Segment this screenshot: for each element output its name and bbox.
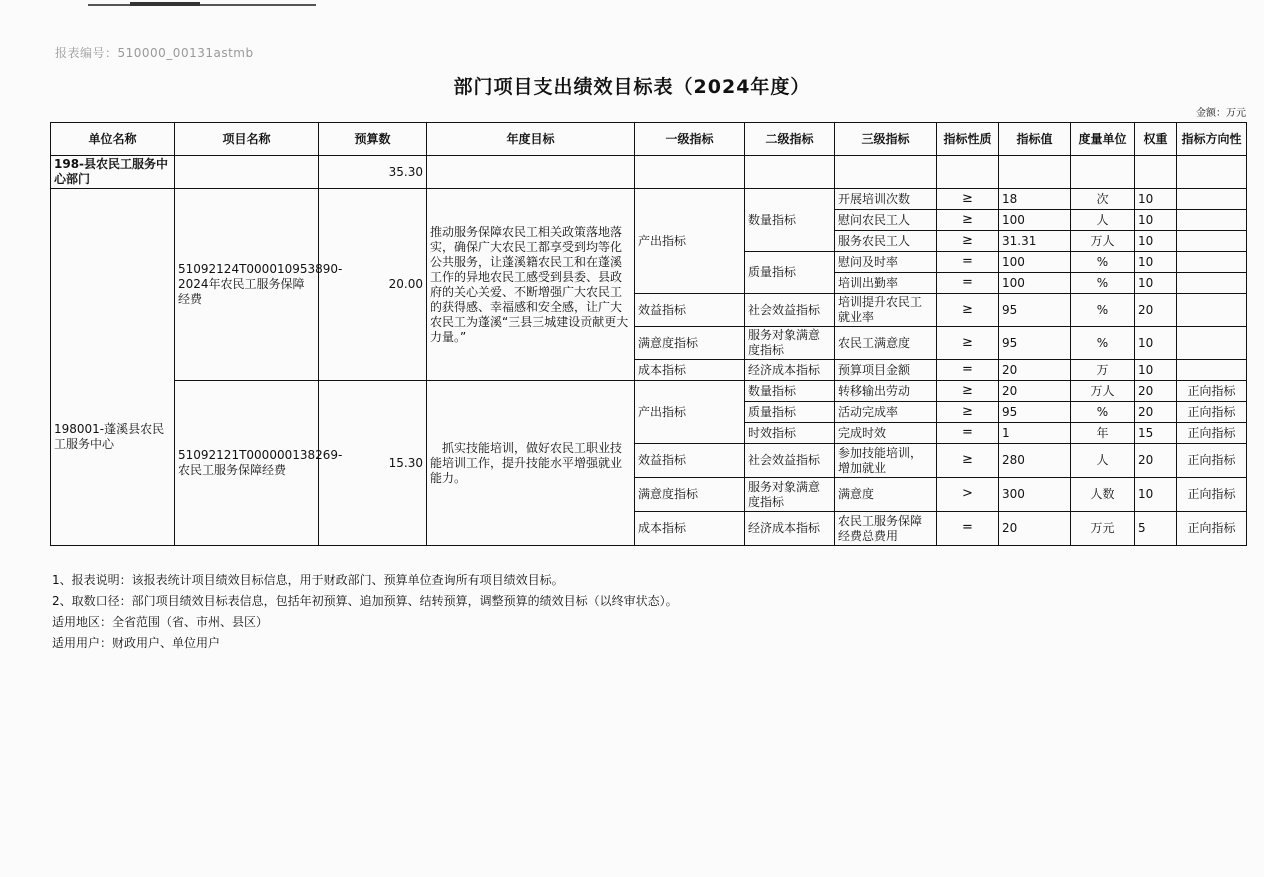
indicator-direction [1177,327,1247,360]
header-cell: 一级指标 [635,123,745,156]
level2-indicator: 服务对象满意度指标 [745,327,835,360]
weight: 10 [1135,231,1177,252]
level1-indicator: 产出指标 [635,189,745,294]
level2-indicator: 经济成本指标 [745,360,835,381]
weight: 15 [1135,423,1177,444]
page-title: 部门项目支出绩效目标表（2024年度） [453,76,811,98]
indicator-nature: ≥ [937,294,999,327]
measure-unit: % [1071,273,1135,294]
level1-indicator: 成本指标 [635,360,745,381]
header-cell: 三级指标 [835,123,937,156]
indicator-direction: 正向指标 [1177,444,1247,478]
weight: 20 [1135,402,1177,423]
performance-target-table [50,122,1247,546]
indicator-value: 100 [999,273,1071,294]
project-name: 51092121T000000138269-农民工服务保障经费 [175,381,319,546]
indicator-nature: = [937,252,999,273]
level2-indicator: 服务对象满意度指标 [745,478,835,512]
measure-unit: % [1071,252,1135,273]
indicator-value: 100 [999,252,1071,273]
indicator-direction: 正向指标 [1177,402,1247,423]
header-cell: 单位名称 [51,123,175,156]
level3-indicator: 培训提升农民工就业率 [835,294,937,327]
indicator-direction: 正向指标 [1177,381,1247,402]
indicator-direction: 正向指标 [1177,423,1247,444]
notes [52,570,678,654]
level3-indicator: 慰问及时率 [835,252,937,273]
header-cell: 预算数 [319,123,427,156]
indicator-nature: = [937,360,999,381]
indicator-value: 1 [999,423,1071,444]
indicator-nature: = [937,423,999,444]
project-budget: 20.00 [319,189,427,381]
header-row [51,123,1247,156]
weight: 20 [1135,294,1177,327]
level3-indicator: 慰问农民工人 [835,210,937,231]
project-goal: 抓实技能培训，做好农民工职业技能培训工作，提升技能水平增强就业能力。 [427,381,635,546]
indicator-value: 20 [999,381,1071,402]
indicator-value: 100 [999,210,1071,231]
level1-indicator: 产出指标 [635,381,745,444]
measure-unit: 万 [1071,360,1135,381]
header-cell: 项目名称 [175,123,319,156]
header-cell: 二级指标 [745,123,835,156]
header-cell: 年度目标 [427,123,635,156]
indicator-direction [1177,231,1247,252]
note-line: 2、取数口径：部门项目绩效目标表信息，包括年初预算、追加预算、结转预算，调整预算的绩效目标（以终审状态）。 [52,594,678,608]
note-line: 适用用户：财政用户、单位用户 [52,636,221,650]
indicator-nature: ≥ [937,210,999,231]
level3-indicator: 完成时效 [835,423,937,444]
header-cell: 权重 [1135,123,1177,156]
note-line: 1、报表说明：该报表统计项目绩效目标信息，用于财政部门、预算单位查询所有项目绩效目标。 [52,573,564,587]
measure-unit: 年 [1071,423,1135,444]
project-name: 51092124T000010953890-2024年农民工服务保障经费 [175,189,319,381]
weight: 10 [1135,210,1177,231]
level2-indicator: 社会效益指标 [745,444,835,478]
indicator-nature: = [937,512,999,546]
indicator-nature: ≥ [937,189,999,210]
level3-indicator: 参加技能培训，增加就业 [835,444,937,478]
header-cell: 指标值 [999,123,1071,156]
indicator-value: 300 [999,478,1071,512]
level2-indicator: 质量指标 [745,402,835,423]
weight: 10 [1135,478,1177,512]
indicator-direction [1177,189,1247,210]
measure-unit: % [1071,327,1135,360]
level3-indicator: 服务农民工人 [835,231,937,252]
indicator-value: 280 [999,444,1071,478]
header-cell: 指标方向性 [1177,123,1247,156]
indicator-nature: ≥ [937,444,999,478]
measure-unit: 万人 [1071,231,1135,252]
level3-indicator: 农民工满意度 [835,327,937,360]
measure-unit: 人 [1071,210,1135,231]
level3-indicator: 活动完成率 [835,402,937,423]
level3-indicator: 满意度 [835,478,937,512]
level2-indicator: 质量指标 [745,252,835,294]
weight: 20 [1135,444,1177,478]
indicator-direction [1177,252,1247,273]
level1-indicator: 效益指标 [635,294,745,327]
level3-indicator: 农民工服务保障经费总费用 [835,512,937,546]
measure-unit: 人 [1071,444,1135,478]
header-cell: 度量单位 [1071,123,1135,156]
measure-unit: 人数 [1071,478,1135,512]
indicator-value: 18 [999,189,1071,210]
level2-indicator: 数量指标 [745,189,835,252]
indicator-direction: 正向指标 [1177,478,1247,512]
weight: 10 [1135,189,1177,210]
indicator-nature: = [937,273,999,294]
indicator-direction [1177,273,1247,294]
level3-indicator: 开展培训次数 [835,189,937,210]
note-line: 适用地区：全省范围（省、市州、县区） [52,615,269,629]
scan-edge-mark [88,4,316,6]
measure-unit: 万元 [1071,512,1135,546]
indicator-value: 95 [999,327,1071,360]
indicator-direction: 正向指标 [1177,512,1247,546]
level3-indicator: 培训出勤率 [835,273,937,294]
weight: 10 [1135,360,1177,381]
weight: 10 [1135,327,1177,360]
weight: 10 [1135,252,1177,273]
indicator-value: 95 [999,402,1071,423]
indicator-nature: > [937,478,999,512]
level2-indicator: 经济成本指标 [745,512,835,546]
department-row [51,156,1247,189]
indicator-value: 95 [999,294,1071,327]
weight: 10 [1135,273,1177,294]
indicator-direction [1177,360,1247,381]
level1-indicator: 成本指标 [635,512,745,546]
table-row [51,381,1247,402]
project-budget: 15.30 [319,381,427,546]
weight: 5 [1135,512,1177,546]
level1-indicator: 效益指标 [635,444,745,478]
indicator-nature: ≥ [937,327,999,360]
level3-indicator: 转移输出劳动 [835,381,937,402]
department-budget: 35.30 [319,156,427,189]
measure-unit: % [1071,294,1135,327]
indicator-value: 31.31 [999,231,1071,252]
indicator-value: 20 [999,512,1071,546]
header-cell: 指标性质 [937,123,999,156]
department-name: 198-县农民工服务中心部门 [51,156,175,189]
indicator-nature: ≥ [937,231,999,252]
indicator-value: 20 [999,360,1071,381]
level2-indicator: 社会效益指标 [745,294,835,327]
indicator-nature: ≥ [937,402,999,423]
measure-unit: 次 [1071,189,1135,210]
table-row [51,189,1247,210]
level1-indicator: 满意度指标 [635,478,745,512]
indicator-direction [1177,210,1247,231]
level2-indicator: 时效指标 [745,423,835,444]
amount-unit: 金额：万元 [1196,108,1246,119]
measure-unit: % [1071,402,1135,423]
scan-edge-mark [130,2,200,6]
level2-indicator: 数量指标 [745,381,835,402]
unit-name: 198001-蓬溪县农民工服务中心 [51,189,175,546]
indicator-direction [1177,294,1247,327]
level3-indicator: 预算项目金额 [835,360,937,381]
report-code: 报表编号：510000_00131astmb [55,46,254,60]
weight: 20 [1135,381,1177,402]
level1-indicator: 满意度指标 [635,327,745,360]
measure-unit: 万人 [1071,381,1135,402]
indicator-nature: ≥ [937,381,999,402]
project-goal: 推动服务保障农民工相关政策落地落实，确保广大农民工都享受到均等化公共服务，让蓬溪籍农民工和在蓬溪工作的异地农民工感受到县委、县政府的关心关爱、不断增强广大农民工的获得感、幸福感和安全感，让广大农民工为蓬溪“三县三城建设贡献更大力量。” [427,189,635,381]
